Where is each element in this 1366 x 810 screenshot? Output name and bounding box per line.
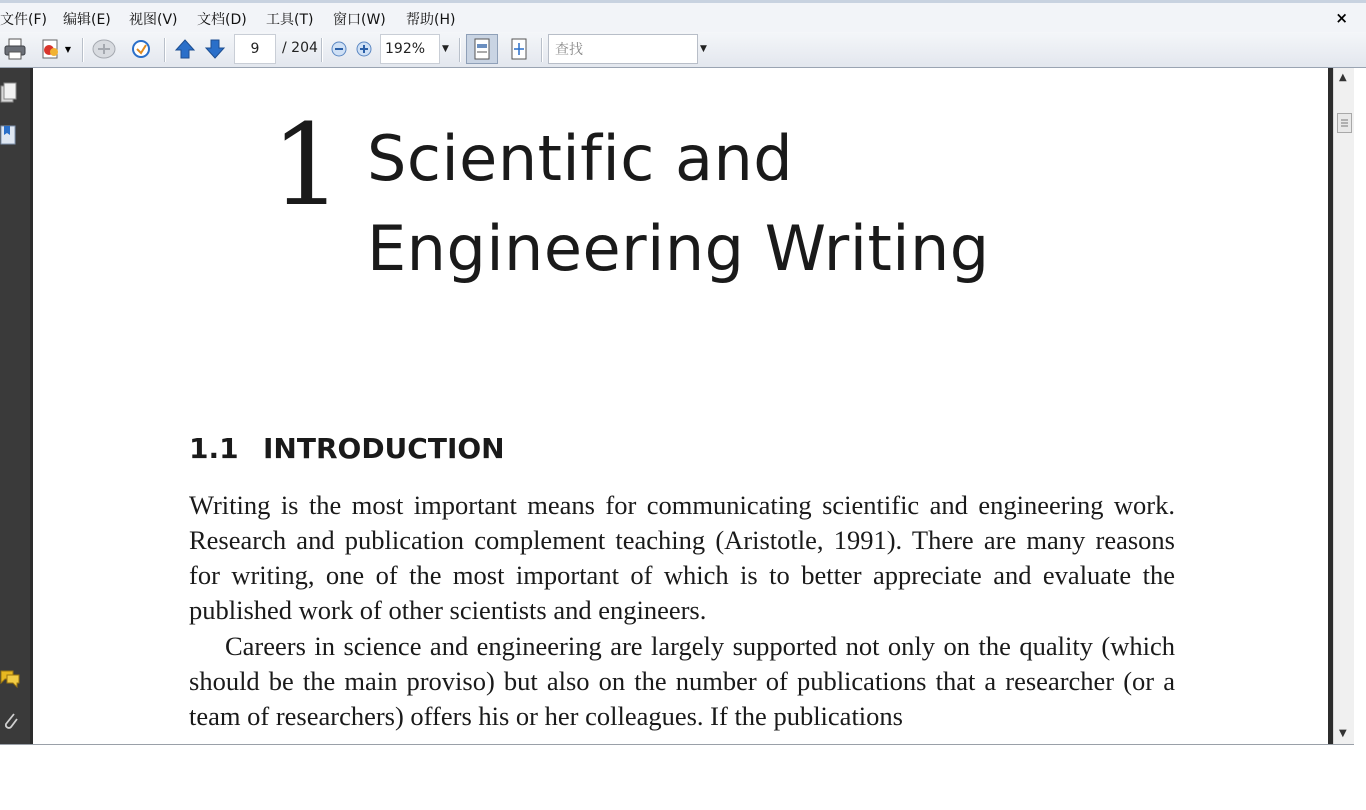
close-document-button[interactable]: × (1335, 9, 1348, 27)
page-total-label: / 204 (282, 40, 318, 56)
print-icon (3, 37, 27, 61)
pages-panel-button[interactable] (0, 82, 18, 108)
full-screen-icon (509, 38, 529, 60)
menu-document[interactable]: 文档(D) (197, 12, 247, 28)
search-dropdown-icon[interactable]: ▼ (700, 44, 707, 54)
toolbar (0, 32, 1366, 68)
next-page-button[interactable] (202, 36, 228, 62)
section-number: 1.1 (189, 432, 239, 465)
send-button[interactable] (90, 36, 118, 62)
zoom-level-input[interactable]: 192% (380, 34, 440, 64)
zoom-in-button[interactable] (353, 36, 375, 62)
zoom-out-icon (331, 41, 347, 57)
vertical-scrollbar[interactable] (1333, 68, 1354, 744)
create-pdf-button[interactable] (36, 36, 74, 62)
menu-tools[interactable]: 工具(T) (266, 12, 314, 28)
full-screen-button[interactable] (506, 36, 532, 62)
chapter-number: 1 (271, 101, 343, 231)
paragraph: Writing is the most important means for communicating scientific and engineering work. Research and publication complement teaching (Aristotle, 1991). There are many reasons for writing, one of the most important of which is to better appreciate and evaluate the published work of other scientists and engineers. (189, 490, 1175, 625)
bookmarks-panel-button[interactable] (0, 124, 18, 150)
previous-page-button[interactable] (172, 36, 198, 62)
zoom-dropdown-icon[interactable]: ▼ (442, 44, 449, 54)
fit-width-button[interactable] (466, 34, 498, 64)
menu-view[interactable]: 视图(V) (129, 12, 178, 28)
zoom-out-button[interactable] (328, 36, 350, 62)
scroll-up-icon[interactable]: ▲ (1339, 72, 1347, 83)
document-view[interactable] (30, 68, 1330, 744)
chevron-down-icon: ▼ (64, 44, 72, 54)
comments-panel-button[interactable] (0, 668, 20, 692)
page-number-input[interactable]: 9 (234, 34, 276, 64)
attachments-panel-button[interactable] (0, 710, 20, 736)
menu-edit[interactable]: 编辑(E) (63, 12, 111, 28)
section-title: INTRODUCTION (263, 432, 505, 465)
pages-icon (0, 82, 18, 104)
fit-width-icon (472, 38, 492, 60)
menu-bar (0, 0, 1366, 32)
menu-file[interactable]: 文件(F) (0, 12, 47, 28)
section-heading (189, 432, 505, 465)
bookmarks-icon (0, 124, 18, 146)
send-icon (91, 37, 117, 61)
scroll-thumb[interactable] (1337, 113, 1352, 133)
chapter-title-line-2: Engineering Writing (367, 212, 990, 285)
print-button[interactable] (2, 36, 28, 62)
chapter-title-line-1: Scientific and (367, 122, 794, 195)
grip-icon (1338, 114, 1351, 132)
search-input[interactable]: 查找 (548, 34, 698, 64)
attachments-icon (0, 710, 20, 732)
hand-tool-icon (130, 38, 152, 60)
comments-icon (0, 668, 20, 688)
menu-help[interactable]: 帮助(H) (406, 12, 456, 28)
chapter-title (367, 114, 990, 294)
create-pdf-icon (39, 37, 63, 61)
paragraph: Careers in science and engineering are largely supported not only on the quality (which should be the main proviso) but also on the number of publications that a researcher (or a team of researchers) offers his or her colleagues. If the publications (189, 631, 1175, 731)
menu-window[interactable]: 窗口(W) (333, 12, 386, 28)
scroll-down-icon[interactable]: ▼ (1339, 728, 1347, 739)
next-page-icon (204, 38, 226, 60)
navigation-panel (0, 68, 30, 744)
zoom-in-icon (356, 41, 372, 57)
hand-tool-button[interactable] (128, 36, 154, 62)
prev-page-icon (174, 38, 196, 60)
divider (0, 744, 1354, 745)
